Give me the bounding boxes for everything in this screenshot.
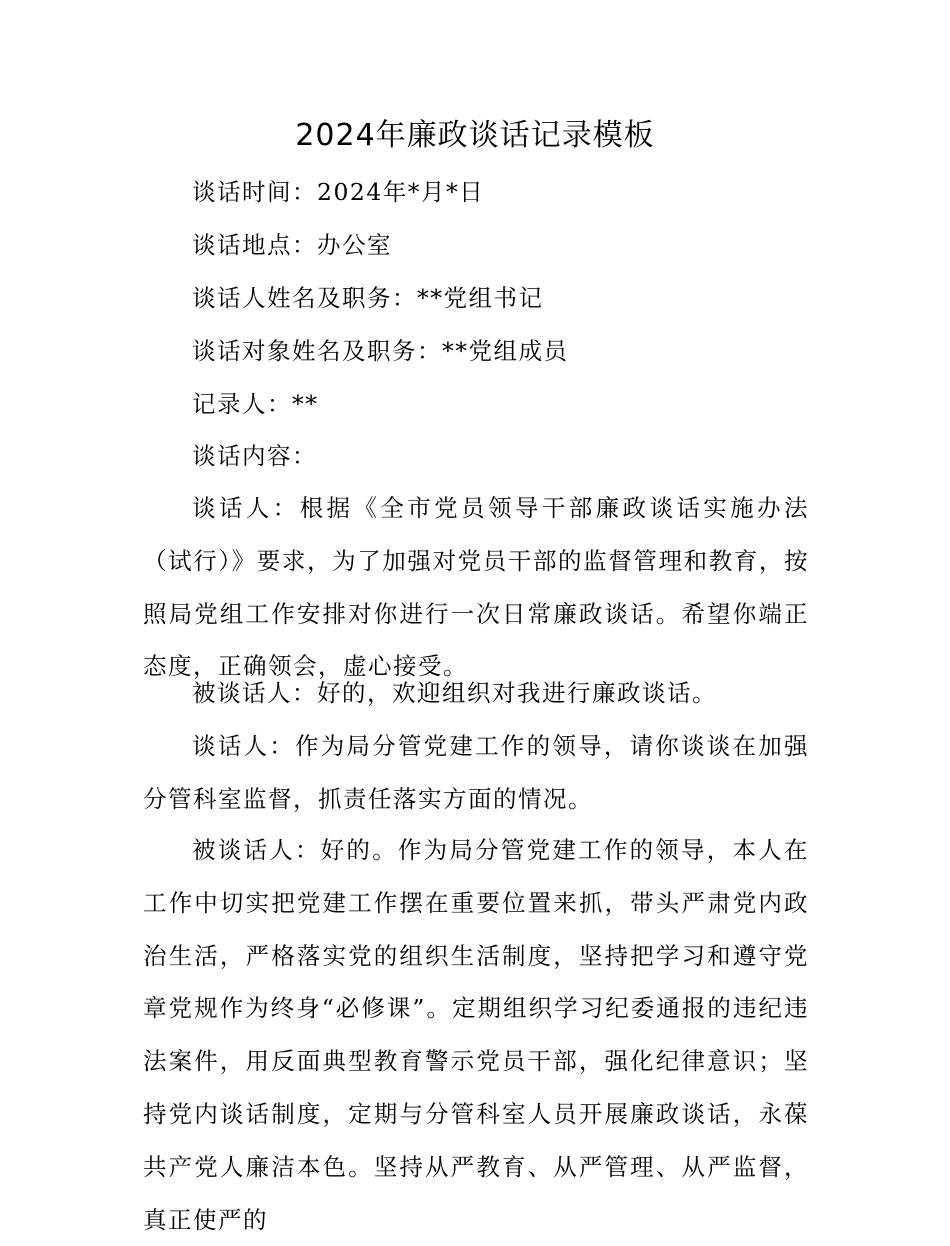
meta-content-label: 谈话内容： (192, 442, 317, 470)
document-title: 2024年廉政谈话记录模板 (295, 118, 655, 153)
paragraph-talker-question: 谈话人：作为局分管党建工作的领导，请你谈谈在加强分管科室监督，抓责任落实方面的情况。 (143, 732, 809, 813)
meta-talk-time: 谈话时间：2024年*月*日 (192, 178, 485, 206)
meta-recorder: 记录人：** (192, 390, 319, 418)
meta-talker: 谈话人姓名及职务：**党组书记 (192, 284, 544, 312)
paragraph-talker-opening: 谈话人：根据《全市党员领导干部廉政谈话实施办法（试行）》要求，为了加强对党员干部的监督管理和教育，按照局党组工作安排对你进行一次日常廉政谈话。希望你端正态度，正确领会，虚心接受。 (143, 494, 809, 681)
paragraph-respondent-answer: 被谈话人：好的。作为局分管党建工作的领导，本人在工作中切实把党建工作摆在重要位置来抓，带头严肃党内政治生活，严格落实党的组织生活制度，坚持把学习和遵守党章党规作为终身“必修课”。定期组织学习纪委通报的违纪违法案件，用反面典型教育警示党员干部，强化纪律意识；坚持党内谈话制度，定期与分管科室人员开展廉政谈话，永葆共产党人廉洁本色。坚持从严教育、从严管理、从严监督，真正使严的 (143, 836, 809, 1234)
meta-talk-target: 谈话对象姓名及职务：**党组成员 (192, 337, 569, 365)
meta-talk-location: 谈话地点：办公室 (192, 231, 392, 259)
paragraph-respondent-reply: 被谈话人：好的，欢迎组织对我进行廉政谈话。 (192, 679, 717, 707)
